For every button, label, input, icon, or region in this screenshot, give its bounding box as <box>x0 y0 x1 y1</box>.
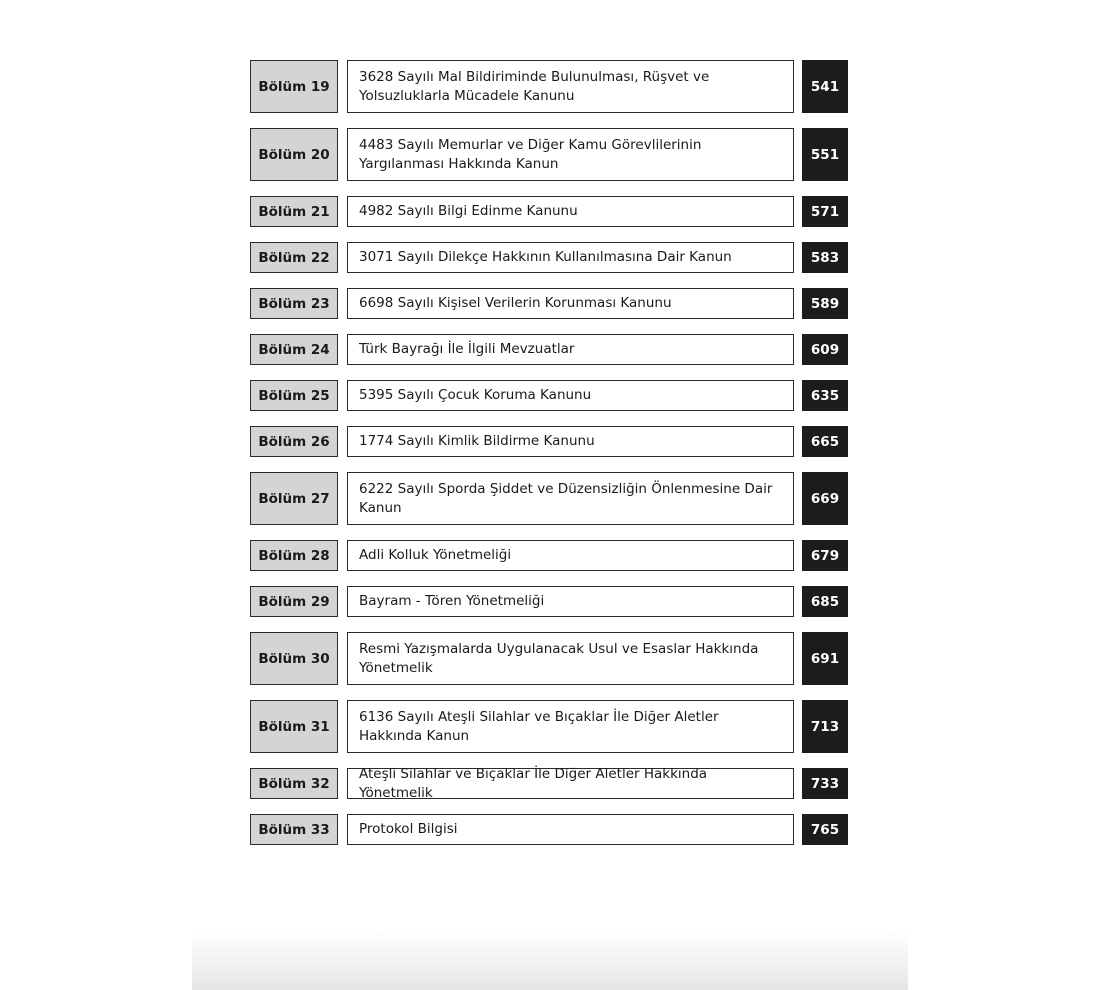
toc-row[interactable] <box>250 586 848 617</box>
chapter-title: 6698 Sayılı Kişisel Verilerin Korunması Kanunu <box>347 288 794 319</box>
chapter-label: Bölüm 25 <box>250 380 338 411</box>
chapter-title: Türk Bayrağı İle İlgili Mevzuatlar <box>347 334 794 365</box>
chapter-label: Bölüm 23 <box>250 288 338 319</box>
page-number: 765 <box>802 814 848 845</box>
toc-row[interactable] <box>250 814 848 845</box>
toc-row[interactable] <box>250 60 848 113</box>
toc-row[interactable] <box>250 632 848 685</box>
page-number: 665 <box>802 426 848 457</box>
page-number: 541 <box>802 60 848 113</box>
page-number: 583 <box>802 242 848 273</box>
page-number: 551 <box>802 128 848 181</box>
toc-row[interactable] <box>250 128 848 181</box>
page-number: 713 <box>802 700 848 753</box>
chapter-title: Protokol Bilgisi <box>347 814 794 845</box>
chapter-title: Adli Kolluk Yönetmeliği <box>347 540 794 571</box>
page-number: 691 <box>802 632 848 685</box>
page-number: 685 <box>802 586 848 617</box>
chapter-label: Bölüm 30 <box>250 632 338 685</box>
chapter-label: Bölüm 21 <box>250 196 338 227</box>
page-number: 733 <box>802 768 848 799</box>
page-number: 589 <box>802 288 848 319</box>
page-bottom-shadow <box>192 930 908 990</box>
chapter-title: 3071 Sayılı Dilekçe Hakkının Kullanılmasına Dair Kanun <box>347 242 794 273</box>
page-number: 669 <box>802 472 848 525</box>
table-of-contents <box>250 60 848 860</box>
toc-row[interactable] <box>250 540 848 571</box>
chapter-title: 4982 Sayılı Bilgi Edinme Kanunu <box>347 196 794 227</box>
page-number: 609 <box>802 334 848 365</box>
toc-row[interactable] <box>250 196 848 227</box>
chapter-label: Bölüm 26 <box>250 426 338 457</box>
page-number: 635 <box>802 380 848 411</box>
chapter-label: Bölüm 29 <box>250 586 338 617</box>
chapter-label: Bölüm 33 <box>250 814 338 845</box>
chapter-label: Bölüm 22 <box>250 242 338 273</box>
toc-row[interactable] <box>250 765 848 801</box>
chapter-title: 1774 Sayılı Kimlik Bildirme Kanunu <box>347 426 794 457</box>
chapter-title: Ateşli Silahlar ve Bıçaklar İle Diğer Aletler Hakkında Yönetmelik <box>347 768 794 799</box>
toc-row[interactable] <box>250 472 848 525</box>
page-number: 571 <box>802 196 848 227</box>
chapter-title: Resmi Yazışmalarda Uygulanacak Usul ve Esaslar Hakkında Yönetmelik <box>347 632 794 685</box>
toc-row[interactable] <box>250 700 848 753</box>
chapter-title: 6222 Sayılı Sporda Şiddet ve Düzensizliğin Önlenmesine Dair Kanun <box>347 472 794 525</box>
toc-row[interactable] <box>250 426 848 457</box>
toc-row[interactable] <box>250 288 848 319</box>
chapter-title: Bayram - Tören Yönetmeliği <box>347 586 794 617</box>
toc-row[interactable] <box>250 334 848 365</box>
toc-row[interactable] <box>250 242 848 273</box>
chapter-label: Bölüm 28 <box>250 540 338 571</box>
chapter-title: 6136 Sayılı Ateşli Silahlar ve Bıçaklar İle Diğer Aletler Hakkında Kanun <box>347 700 794 753</box>
toc-row[interactable] <box>250 380 848 411</box>
chapter-label: Bölüm 32 <box>250 768 338 799</box>
chapter-label: Bölüm 31 <box>250 700 338 753</box>
chapter-label: Bölüm 27 <box>250 472 338 525</box>
chapter-title: 4483 Sayılı Memurlar ve Diğer Kamu Görevlilerinin Yargılanması Hakkında Kanun <box>347 128 794 181</box>
chapter-title: 3628 Sayılı Mal Bildiriminde Bulunulması, Rüşvet ve Yolsuzluklarla Mücadele Kanunu <box>347 60 794 113</box>
chapter-label: Bölüm 19 <box>250 60 338 113</box>
chapter-title: 5395 Sayılı Çocuk Koruma Kanunu <box>347 380 794 411</box>
page-number: 679 <box>802 540 848 571</box>
chapter-label: Bölüm 20 <box>250 128 338 181</box>
chapter-label: Bölüm 24 <box>250 334 338 365</box>
